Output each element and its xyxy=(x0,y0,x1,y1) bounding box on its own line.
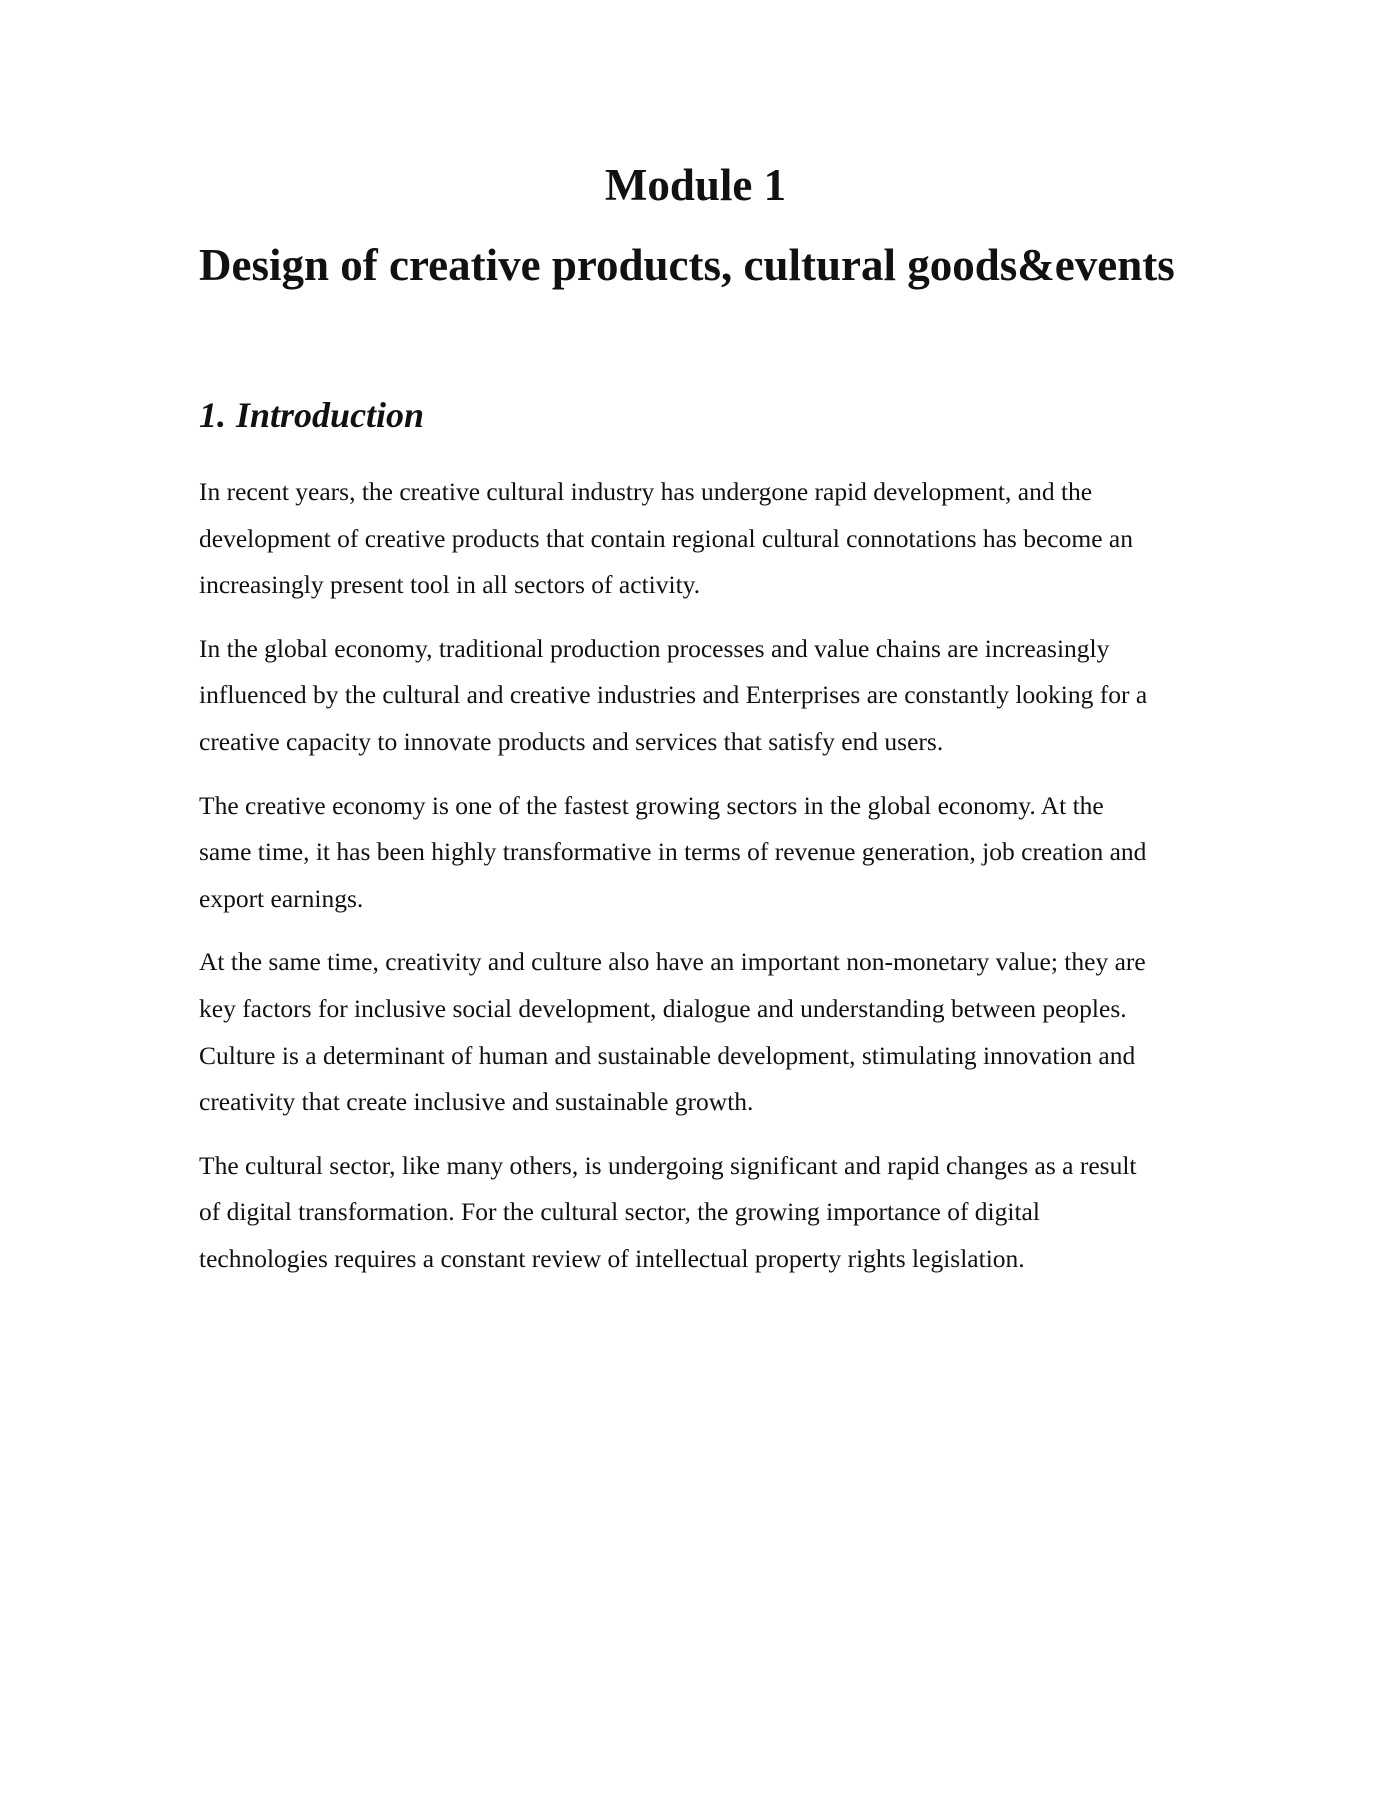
body-text xyxy=(199,469,1214,1300)
paragraph-line: At the same time, creativity and culture also have an important non-monetary value; they are xyxy=(199,947,1146,977)
paragraph-line: of digital transformation. For the cultural sector, the growing importance of digital xyxy=(199,1197,1040,1227)
paragraph-line: In the global economy, traditional production processes and value chains are increasingly xyxy=(199,633,1110,663)
paragraph-line: increasingly present tool in all sectors of activity. xyxy=(199,570,701,600)
paragraph-line: key factors for inclusive social development, dialogue and understanding between peoples. xyxy=(199,993,1127,1023)
section-heading xyxy=(199,393,424,437)
paragraph xyxy=(199,469,1214,609)
paragraph-line: creativity that create inclusive and sustainable growth. xyxy=(199,1087,754,1117)
paragraph-line: influenced by the cultural and creative industries and Enterprises are constantly looking for a xyxy=(199,680,1148,710)
document-title: Design of creative products, cultural goods&events xyxy=(199,240,1175,290)
paragraph xyxy=(199,939,1214,1125)
paragraph-line: In recent years, the creative cultural industry has undergone rapid development, and the xyxy=(199,477,1093,506)
paragraph-line: development of creative products that contain regional cultural connotations has become an xyxy=(199,523,1133,553)
paragraph-line: same time, it has been highly transformative in terms of revenue generation, job creation and xyxy=(199,837,1147,867)
paragraph-line: The creative economy is one of the fastest growing sectors in the global economy. At the xyxy=(199,790,1104,820)
paragraph-line: The cultural sector, like many others, is undergoing significant and rapid changes as a result xyxy=(199,1150,1137,1180)
section-number: 1. xyxy=(199,395,226,435)
paragraph xyxy=(199,1143,1214,1283)
paragraph xyxy=(199,626,1214,766)
section-heading-text: Introduction xyxy=(236,395,425,435)
module-title: Module 1 xyxy=(604,160,787,210)
paragraph xyxy=(199,783,1214,923)
paragraph-line: export earnings. xyxy=(199,883,364,913)
paragraph-line: technologies requires a constant review of intellectual property rights legislation. xyxy=(199,1243,1025,1273)
paragraph-line: Culture is a determinant of human and sustainable development, stimulating innovation and xyxy=(199,1040,1136,1070)
paragraph-line: creative capacity to innovate products and services that satisfy end users. xyxy=(199,726,944,756)
